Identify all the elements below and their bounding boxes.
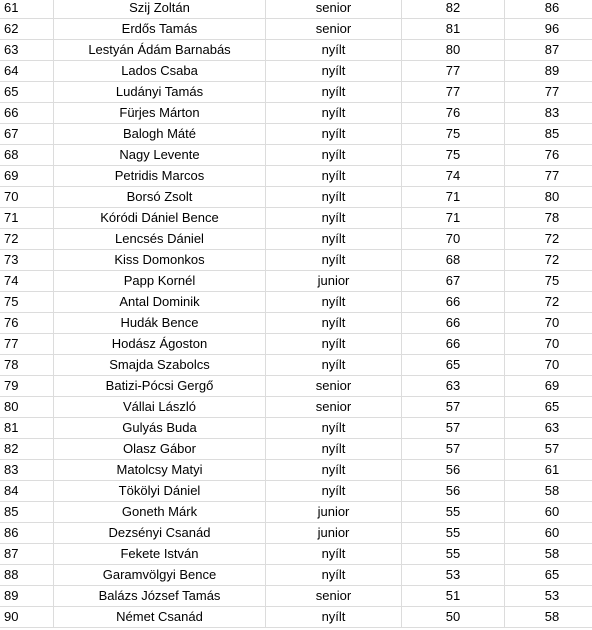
name-cell[interactable]: Fekete István — [54, 544, 266, 565]
score-2-cell[interactable]: 77 — [505, 166, 592, 187]
score-1-cell[interactable]: 55 — [402, 544, 505, 565]
table-row — [0, 439, 592, 460]
score-1-cell[interactable]: 77 — [402, 61, 505, 82]
rank-cell[interactable]: 70 — [0, 187, 54, 208]
score-2-cell[interactable]: 60 — [505, 523, 592, 544]
category-cell[interactable]: nyílt — [266, 208, 402, 229]
name-cell[interactable]: Dezsényi Csanád — [54, 523, 266, 544]
name-cell[interactable]: Fürjes Márton — [54, 103, 266, 124]
name-cell[interactable]: Borsó Zsolt — [54, 187, 266, 208]
table-row — [0, 250, 592, 271]
table-row — [0, 355, 592, 376]
table-row — [0, 229, 592, 250]
score-1-cell[interactable]: 77 — [402, 82, 505, 103]
table-row — [0, 544, 592, 565]
category-cell[interactable]: nyílt — [266, 607, 402, 628]
rank-cell[interactable]: 87 — [0, 544, 54, 565]
table-row — [0, 124, 592, 145]
score-1-cell[interactable]: 57 — [402, 439, 505, 460]
table-row — [0, 502, 592, 523]
category-cell[interactable]: nyílt — [266, 250, 402, 271]
score-1-cell[interactable]: 66 — [402, 334, 505, 355]
name-cell[interactable]: Smajda Szabolcs — [54, 355, 266, 376]
score-1-cell[interactable]: 68 — [402, 250, 505, 271]
name-cell[interactable]: Matolcsy Matyi — [54, 460, 266, 481]
score-1-cell[interactable]: 51 — [402, 586, 505, 607]
rank-cell[interactable]: 62 — [0, 19, 54, 40]
rank-cell[interactable]: 75 — [0, 292, 54, 313]
rank-cell[interactable]: 84 — [0, 481, 54, 502]
score-1-cell[interactable]: 75 — [402, 145, 505, 166]
table-row — [0, 565, 592, 586]
name-cell[interactable]: Balogh Máté — [54, 124, 266, 145]
rank-cell[interactable]: 67 — [0, 124, 54, 145]
name-cell[interactable]: Balázs József Tamás — [54, 586, 266, 607]
rank-cell[interactable]: 76 — [0, 313, 54, 334]
score-1-cell[interactable]: 71 — [402, 187, 505, 208]
table-row — [0, 19, 592, 40]
rank-cell[interactable]: 72 — [0, 229, 54, 250]
table-row — [0, 166, 592, 187]
category-cell[interactable]: nyílt — [266, 145, 402, 166]
score-2-cell[interactable]: 69 — [505, 376, 592, 397]
category-cell[interactable]: nyílt — [266, 82, 402, 103]
name-cell[interactable]: Goneth Márk — [54, 502, 266, 523]
rank-cell[interactable]: 69 — [0, 166, 54, 187]
category-cell[interactable]: nyílt — [266, 334, 402, 355]
category-cell[interactable]: junior — [266, 523, 402, 544]
score-1-cell[interactable]: 65 — [402, 355, 505, 376]
name-cell[interactable]: Tökölyi Dániel — [54, 481, 266, 502]
rank-cell[interactable]: 71 — [0, 208, 54, 229]
name-cell[interactable]: Kiss Domonkos — [54, 250, 266, 271]
rank-cell[interactable]: 68 — [0, 145, 54, 166]
category-cell[interactable]: nyílt — [266, 292, 402, 313]
score-1-cell[interactable]: 67 — [402, 271, 505, 292]
rank-cell[interactable]: 90 — [0, 607, 54, 628]
category-cell[interactable]: nyílt — [266, 40, 402, 61]
score-2-cell[interactable]: 70 — [505, 355, 592, 376]
rank-cell[interactable]: 79 — [0, 376, 54, 397]
score-2-cell[interactable]: 72 — [505, 292, 592, 313]
score-1-cell[interactable]: 71 — [402, 208, 505, 229]
score-2-cell[interactable]: 60 — [505, 502, 592, 523]
name-cell[interactable]: Erdős Tamás — [54, 19, 266, 40]
table-row — [0, 0, 592, 19]
name-cell[interactable]: Gulyás Buda — [54, 418, 266, 439]
table-row — [0, 82, 592, 103]
category-cell[interactable]: nyílt — [266, 544, 402, 565]
table-row — [0, 586, 592, 607]
rank-cell[interactable]: 77 — [0, 334, 54, 355]
score-2-cell[interactable]: 58 — [505, 544, 592, 565]
score-2-cell[interactable]: 61 — [505, 460, 592, 481]
table-row — [0, 61, 592, 82]
rank-cell[interactable]: 88 — [0, 565, 54, 586]
score-1-cell[interactable]: 74 — [402, 166, 505, 187]
score-1-cell[interactable]: 76 — [402, 103, 505, 124]
score-1-cell[interactable]: 63 — [402, 376, 505, 397]
category-cell[interactable]: nyílt — [266, 229, 402, 250]
score-1-cell[interactable]: 75 — [402, 124, 505, 145]
score-1-cell[interactable]: 55 — [402, 502, 505, 523]
name-cell[interactable]: Ludányi Tamás — [54, 82, 266, 103]
score-2-cell[interactable]: 58 — [505, 481, 592, 502]
category-cell[interactable]: nyílt — [266, 481, 402, 502]
rank-cell[interactable]: 89 — [0, 586, 54, 607]
category-cell[interactable]: nyílt — [266, 103, 402, 124]
rank-cell[interactable]: 81 — [0, 418, 54, 439]
score-2-cell[interactable]: 57 — [505, 439, 592, 460]
score-1-cell[interactable]: 57 — [402, 397, 505, 418]
name-cell[interactable]: Antal Dominik — [54, 292, 266, 313]
score-2-cell[interactable]: 65 — [505, 565, 592, 586]
table-row — [0, 271, 592, 292]
table-row — [0, 481, 592, 502]
rank-cell[interactable]: 66 — [0, 103, 54, 124]
rank-cell[interactable]: 64 — [0, 61, 54, 82]
name-cell[interactable]: Német Csanád — [54, 607, 266, 628]
rank-cell[interactable]: 80 — [0, 397, 54, 418]
score-2-cell[interactable]: 87 — [505, 40, 592, 61]
category-cell[interactable]: nyílt — [266, 355, 402, 376]
score-2-cell[interactable]: 85 — [505, 124, 592, 145]
name-cell[interactable]: Lencsés Dániel — [54, 229, 266, 250]
category-cell[interactable]: senior — [266, 376, 402, 397]
name-cell[interactable]: Nagy Levente — [54, 145, 266, 166]
category-cell[interactable]: nyílt — [266, 124, 402, 145]
rank-cell[interactable]: 83 — [0, 460, 54, 481]
score-1-cell[interactable]: 66 — [402, 292, 505, 313]
table-row — [0, 397, 592, 418]
table-row — [0, 334, 592, 355]
category-cell[interactable]: nyílt — [266, 460, 402, 481]
category-cell[interactable]: senior — [266, 397, 402, 418]
table-row — [0, 187, 592, 208]
name-cell[interactable]: Olasz Gábor — [54, 439, 266, 460]
name-cell[interactable]: Lestyán Ádám Barnabás — [54, 40, 266, 61]
table-row — [0, 607, 592, 628]
score-2-cell[interactable]: 65 — [505, 397, 592, 418]
score-2-cell[interactable]: 72 — [505, 250, 592, 271]
score-2-cell[interactable]: 72 — [505, 229, 592, 250]
score-2-cell[interactable]: 63 — [505, 418, 592, 439]
score-1-cell[interactable]: 70 — [402, 229, 505, 250]
score-2-cell[interactable]: 75 — [505, 271, 592, 292]
category-cell[interactable]: junior — [266, 271, 402, 292]
rank-cell[interactable]: 65 — [0, 82, 54, 103]
name-cell[interactable]: Kóródi Dániel Bence — [54, 208, 266, 229]
rank-cell[interactable]: 82 — [0, 439, 54, 460]
table-row — [0, 40, 592, 61]
score-2-cell[interactable]: 83 — [505, 103, 592, 124]
name-cell[interactable]: Hudák Bence — [54, 313, 266, 334]
rank-cell[interactable]: 85 — [0, 502, 54, 523]
name-cell[interactable]: Lados Csaba — [54, 61, 266, 82]
score-1-cell[interactable]: 81 — [402, 19, 505, 40]
category-cell[interactable]: nyílt — [266, 439, 402, 460]
score-2-cell[interactable]: 78 — [505, 208, 592, 229]
category-cell[interactable]: nyílt — [266, 166, 402, 187]
category-cell[interactable]: junior — [266, 502, 402, 523]
category-cell[interactable]: senior — [266, 586, 402, 607]
score-1-cell[interactable]: 57 — [402, 418, 505, 439]
rank-cell[interactable]: 86 — [0, 523, 54, 544]
score-2-cell[interactable]: 80 — [505, 187, 592, 208]
table-row — [0, 145, 592, 166]
score-2-cell[interactable]: 53 — [505, 586, 592, 607]
score-2-cell[interactable]: 86 — [505, 0, 592, 19]
score-1-cell[interactable]: 80 — [402, 40, 505, 61]
rank-cell[interactable]: 78 — [0, 355, 54, 376]
score-1-cell[interactable]: 55 — [402, 523, 505, 544]
table-row — [0, 460, 592, 481]
score-1-cell[interactable]: 66 — [402, 313, 505, 334]
category-cell[interactable]: nyílt — [266, 61, 402, 82]
score-2-cell[interactable]: 70 — [505, 334, 592, 355]
score-2-cell[interactable]: 70 — [505, 313, 592, 334]
category-cell[interactable]: nyílt — [266, 565, 402, 586]
rank-cell[interactable]: 73 — [0, 250, 54, 271]
table-row — [0, 292, 592, 313]
name-cell[interactable]: Szij Zoltán — [54, 0, 266, 19]
name-cell[interactable]: Papp Kornél — [54, 271, 266, 292]
score-1-cell[interactable]: 82 — [402, 0, 505, 19]
rank-cell[interactable]: 63 — [0, 40, 54, 61]
name-cell[interactable]: Vállai László — [54, 397, 266, 418]
name-cell[interactable]: Petridis Marcos — [54, 166, 266, 187]
table-row — [0, 103, 592, 124]
table-row — [0, 313, 592, 334]
score-2-cell[interactable]: 89 — [505, 61, 592, 82]
name-cell[interactable]: Batizi-Pócsi Gergő — [54, 376, 266, 397]
category-cell[interactable]: nyílt — [266, 187, 402, 208]
score-2-cell[interactable]: 58 — [505, 607, 592, 628]
table-row — [0, 208, 592, 229]
table-row — [0, 418, 592, 439]
score-2-cell[interactable]: 76 — [505, 145, 592, 166]
score-2-cell[interactable]: 77 — [505, 82, 592, 103]
category-cell[interactable]: senior — [266, 0, 402, 19]
score-1-cell[interactable]: 56 — [402, 460, 505, 481]
category-cell[interactable]: nyílt — [266, 313, 402, 334]
score-2-cell[interactable]: 96 — [505, 19, 592, 40]
table-row — [0, 376, 592, 397]
table-row — [0, 523, 592, 544]
score-1-cell[interactable]: 56 — [402, 481, 505, 502]
rank-cell[interactable]: 61 — [0, 0, 54, 19]
category-cell[interactable]: senior — [266, 19, 402, 40]
name-cell[interactable]: Garamvölgyi Bence — [54, 565, 266, 586]
score-1-cell[interactable]: 50 — [402, 607, 505, 628]
rank-cell[interactable]: 74 — [0, 271, 54, 292]
category-cell[interactable]: nyílt — [266, 418, 402, 439]
name-cell[interactable]: Hodász Ágoston — [54, 334, 266, 355]
score-1-cell[interactable]: 53 — [402, 565, 505, 586]
